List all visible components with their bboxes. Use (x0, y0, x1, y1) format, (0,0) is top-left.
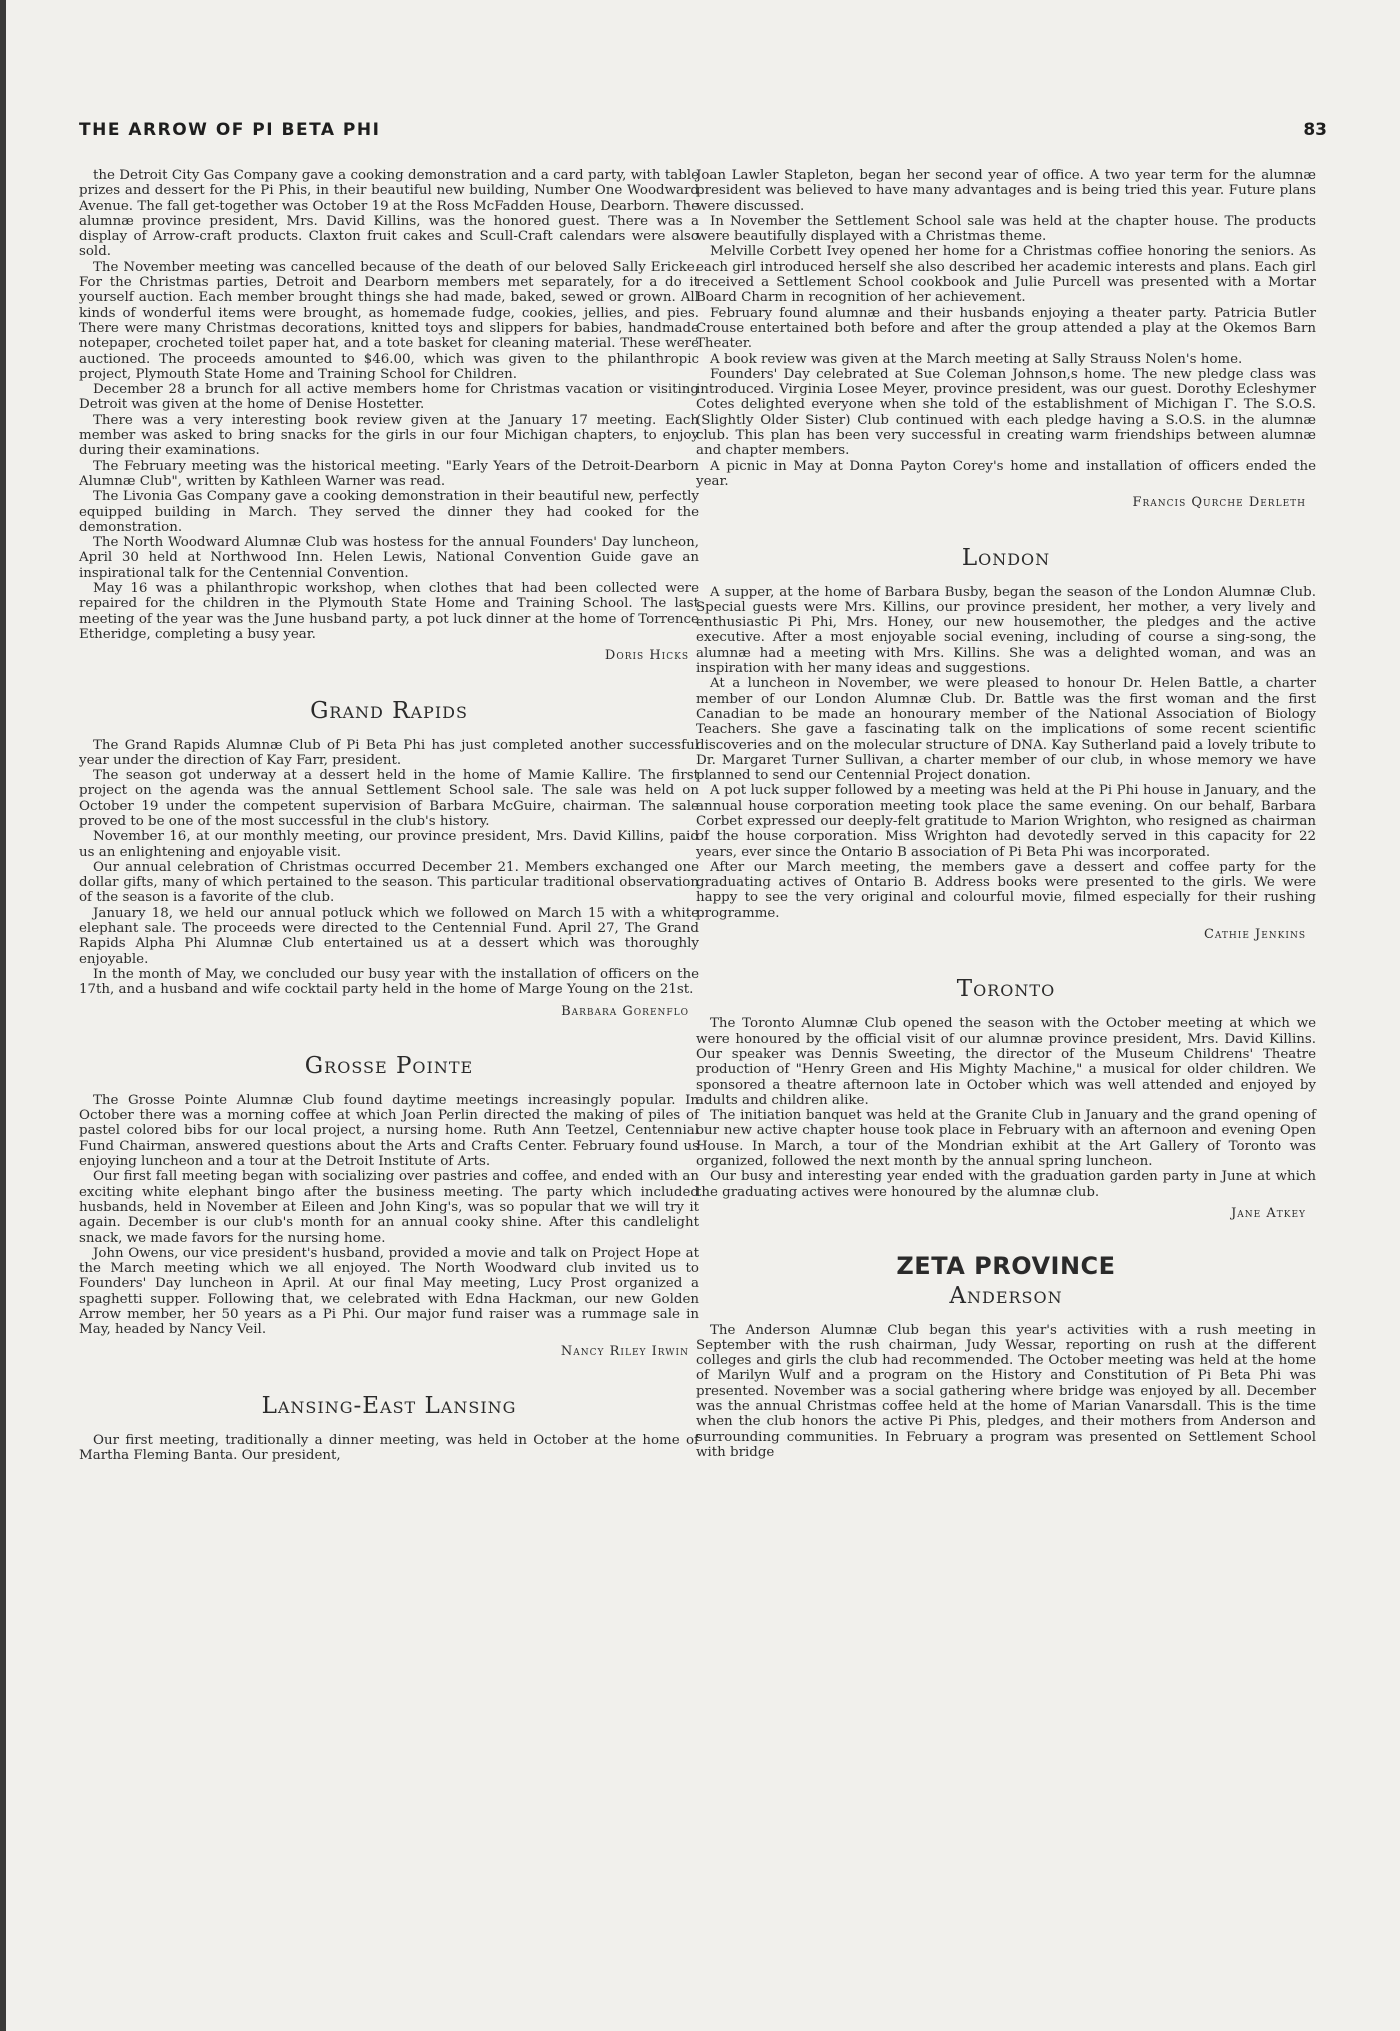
left-column (79, 168, 699, 1463)
paragraph: In November the Settlement School sale was held at the chapter house. The products were beautifully displayed with a Christmas theme. (696, 213, 1316, 245)
paragraph: The Grand Rapids Alumnæ Club of Pi Beta Phi has just completed another successful year under the direction of Kay Farr, president. (79, 737, 699, 768)
province-heading: ZETA PROVINCE (896, 1252, 1116, 1281)
paragraph: May 16 was a philanthropic workshop, when clothes that had been collected were repaired for the children in the Plymouth State Home and Training School. The last meeting of the year was the June husband party, a pot luck dinner at the home of Torrence Etheridge, completing a busy year. (79, 581, 699, 642)
london-section (696, 545, 1316, 943)
signature: Nancy Riley Irwin (560, 1343, 689, 1359)
journal-title: THE ARROW OF PI BETA PHI (79, 120, 381, 140)
paragraph: The November meeting was cancelled because of the death of our beloved Sally Ericke. For the Christmas parties, Detroit and Dearborn members met separately, for a do it yourself auction. Each member brought things she had made, baked, sewed or grown. All kinds of wonderful items were brought, as homemade fudge, cookies, jellies, and pies. There were many Christmas decorations, knitted toys and slippers for babies, handmade notepaper, crocheted toilet paper hat, and a tote basket for cleaning material. These were auctioned. The proceeds amounted to $46.00, which was given to the philanthropic project, Plymouth State Home and Training School for Children. (79, 259, 699, 382)
paragraph: The Anderson Alumnæ Club began this year's activities with a rush meeting in September with the rush chairman, Judy Wessar, reporting on rush at the different colleges and girls the club had recommended. The October meeting was held at the home of Marilyn Wulf and a program on the History and Constitution of Pi Beta Phi was presented. November was a social gathering where bridge was enjoyed by all. December was the annual Christmas coffee held at the home of Marian Vanarsdall. This is the time when the club honors the active Pi Phis, pledges, and their mothers from Anderson and surrounding communities. In February a program was presented on Settlement School with bridge (696, 1322, 1316, 1460)
paragraph: January 18, we held our annual potluck which we followed on March 15 with a white elephant sale. The proceeds were directed to the Centennial Fund. April 27, The Grand Rapids Alpha Phi Alumnæ Club entertained us at a dessert which was thoroughly enjoyable. (79, 905, 699, 967)
signature: Cathie Jenkins (1203, 927, 1306, 943)
paragraph: Our first fall meeting began with socializing over pastries and coffee, and ended with an exciting white elephant bingo after the business meeting. The party which included husbands, held in November at Eileen and John King's, was so popular that we will try it again. December is our club's month for an annual cooky shine. After this candlelight snack, we made favors for the nursing home. (79, 1169, 699, 1246)
section-heading: Anderson (949, 1282, 1063, 1309)
paragraph: In the month of May, we concluded our busy year with the installation of officers on the 17th, and a husband and wife cocktail party held in the home of Marge Young on the 21st. (79, 966, 699, 998)
lansing-continued-section (696, 168, 1316, 511)
paragraph: A book review was given at the March meeting at Sally Strauss Nolen's home. (710, 351, 1243, 367)
paragraph: Joan Lawler Stapleton, began her second year of office. A two year term for the alumnæ president was believed to have many advantages and is being tried this year. Future plans were discussed. (696, 168, 1316, 214)
paragraph: Our first meeting, traditionally a dinner meeting, was held in October at the home of Martha Fleming Banta. Our president, (79, 1432, 699, 1464)
signature: Francis Qurche Derleth (1132, 495, 1306, 511)
signature: Jane Atkey (1231, 1205, 1306, 1221)
paragraph: Melville Corbett Ivey opened her home for a Christmas coffiee honoring the seniors. As each girl introduced herself she also described her academic interests and plans. Each girl received a Settlement School cookbook and Julie Purcell was presented with a Mortar Board Charm in recognition of her achievement. (696, 244, 1316, 306)
grosse-pointe-section (79, 1053, 699, 1359)
paragraph: A picnic in May at Donna Payton Corey's home and installation of officers ended the year. (696, 458, 1316, 489)
section-heading: Grosse Pointe (304, 1052, 474, 1079)
paragraph: The Toronto Alumnæ Club opened the season with the October meeting at which we were honoured by the official visit of our alumnæ province president, Mrs. David Killins. Our speaker was Dennis Sweeting, the director of the Museum Childrens' Theatre production of "Henry Green and His Mighty Machine," a musical for older children. We sponsored a theatre afternoon late in October which was well attended and enjoyed by adults and children alike. (696, 1016, 1316, 1108)
section-heading: Toronto (956, 976, 1056, 1003)
page-number: 83 (1303, 120, 1327, 140)
paragraph: The initiation banquet was held at the Granite Club in January and the grand opening of our new active chapter house took place in February with an afternoon and evening Open House. In March, a tour of the Mondrian exhibit at the Art Gallery of Toronto was organized, followed the next month by the annual spring luncheon. (696, 1108, 1316, 1170)
paragraph: December 28 a brunch for all active members home for Christmas vacation or visiting Detroit was given at the home of Denise Hostetter. (79, 382, 699, 413)
signature: Doris Hicks (604, 648, 689, 664)
paragraph: The February meeting was the historical meeting. "Early Years of the Detroit-Dearborn Alumnæ Club", written by Kathleen Warner was read. (79, 458, 699, 489)
anderson-section (696, 1283, 1316, 1461)
paragraph: John Owens, our vice president's husband, provided a movie and talk on Project Hope at the March meeting which we all enjoyed. The North Woodward club invited us to Founders' Day luncheon in April. At our final May meeting, Lucy Prost organized a spaghetti supper. Following that, we celebrated with Edna Hackman, our new Golden Arrow member, her 50 years as a Pi Phi. Our major fund raiser was a rummage sale in May, headed by Nancy Veil. (79, 1245, 699, 1338)
running-head (79, 120, 1327, 146)
paragraph: At a luncheon in November, we were pleased to honour Dr. Helen Battle, a charter member of our London Alumnæ Club. Dr. Battle was the first woman and the first Canadian to be made an honourary member of the National Association of Biology Teachers. She gave a fascinating talk on the implications of some recent scientific discoveries and on the molecular structure of DNA. Kay Sutherland paid a lovely tribute to Dr. Margaret Turner Sullivan, a charter member of our club, in whose memory we have planned to send our Centennial Project donation. (696, 676, 1316, 784)
paragraph: Our busy and interesting year ended with the graduation garden party in June at which the graduating actives were honoured by the alumnæ club. (696, 1169, 1316, 1200)
paragraph: A supper, at the home of Barbara Busby, began the season of the London Alumnæ Club. Special guests were Mrs. Killins, our province president, her mother, a very lively and enthusiastic Pi Phi, Mrs. Honey, our new housemother, the pledges and the active executive. After a most enjoyable social evening, including of course a sing-song, the alumnæ had a meeting with Mrs. Killins. She was a delighted woman, and was an inspiration with her many ideas and suggestions. (696, 584, 1316, 677)
right-column (696, 168, 1316, 1460)
section-heading: London (961, 544, 1051, 571)
paragraph: The season got underway at a dessert held in the home of Mamie Kallire. The first project on the agenda was the annual Settlement School sale. The sale was held on October 19 under the competent supervision of Barbara McGuire, chairman. The sale proved to be one of the most successful in the club's history. (79, 768, 699, 829)
grand-rapids-section (79, 698, 699, 1019)
paragraph: Our annual celebration of Christmas occurred December 21. Members exchanged one dollar gifts, many of which pertained to the season. This particular traditional observation of the season is a favorite of the club. (79, 859, 699, 906)
toronto-section (696, 976, 1316, 1221)
detroit-section (79, 168, 699, 664)
paragraph: The Grosse Pointe Alumnæ Club found daytime meetings increasingly popular. In October there was a morning coffee at which Joan Perlin directed the making of piles of pastel colored bibs for our local project, a nursing home. Ruth Ann Teetzel, Centennial Fund Chairman, answered questions about the Arts and Crafts Center. February found us enjoying luncheon and a tour at the Detroit Institute of Arts. (79, 1092, 699, 1170)
paragraph: There was a very interesting book review given at the January 17 meeting. Each member was asked to bring snacks for the girls in our four Michigan chapters, to enjoy during their examinations. (79, 412, 699, 459)
section-heading: Lansing-East Lansing (261, 1392, 517, 1419)
paragraph: A pot luck supper followed by a meeting was held at the Pi Phi house in January, and the annual house corporation meeting took place the same evening. On our behalf, Barbara Corbet expressed our deeply-felt gratitude to Marion Wrighton, who resigned as chairman of the house corporation. Miss Wrighton had devotedly served in this capacity for 22 years, ever since the Ontario B association of Pi Beta Phi was incorporated. (696, 783, 1316, 860)
paragraph: the Detroit City Gas Company gave a cooking demonstration and a card party, with table prizes and dessert for the Pi Phis, in their beautiful new building, Number One Woodward Avenue. The fall get-together was October 19 at the Ross McFadden House, Dearborn. The alumnæ province president, Mrs. David Killins, was the honored guest. There was a display of Arrow-craft products. Claxton fruit cakes and Scull-Craft calendars were also sold. (79, 168, 699, 260)
paragraph: February found alumnæ and their husbands enjoying a theater party. Patricia Butler Crouse entertained both before and after the group attended a play at the Okemos Barn Theater. (696, 305, 1316, 352)
paragraph: After our March meeting, the members gave a dessert and coffee party for the graduating actives of Ontario B. Address books were presented to the girls. We were happy to see the very original and colourful movie, filmed especially for their rushing programme. (696, 859, 1316, 921)
lansing-section (79, 1393, 699, 1464)
signature: Barbara Gorenflo (561, 1003, 689, 1019)
section-heading: Grand Rapids (310, 697, 468, 724)
paragraph: The North Woodward Alumnæ Club was hostess for the annual Founders' Day luncheon, April 30 held at Northwood Inn. Helen Lewis, National Convention Guide gave an inspirational talk for the Centennial Convention. (79, 535, 699, 581)
paragraph: The Livonia Gas Company gave a cooking demonstration in their beautiful new, perfectly equipped building in March. They served the dinner they had cooked for the demonstration. (79, 489, 699, 535)
paragraph: Founders' Day celebrated at Sue Coleman Johnson,s home. The new pledge class was introduced. Virginia Losee Meyer, province president, was our guest. Dorothy Ecleshymer Cotes delighted everyone when she told of the establishment of Michigan Γ. The S.O.S. (Slightly Older Sister) Club continued with each pledge having a S.O.S. in the alumnæ club. This plan has been very successful in creating warm friendships between alumnæ and chapter members. (696, 366, 1316, 459)
paragraph: November 16, at our monthly meeting, our province president, Mrs. David Killins, paid us an enlightening and enjoyable visit. (79, 829, 699, 860)
